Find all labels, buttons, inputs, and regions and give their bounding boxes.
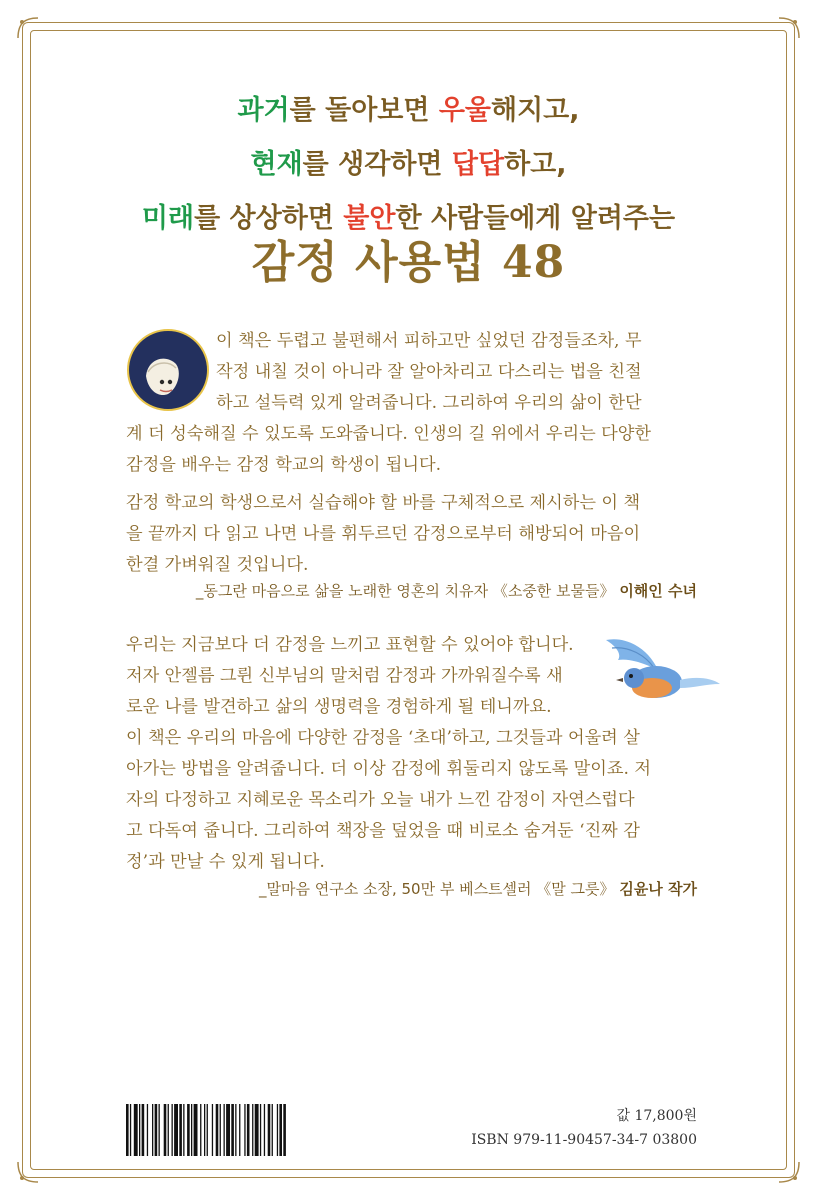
barcode-bar bbox=[200, 1104, 201, 1156]
price: 값 17,800원 bbox=[616, 1108, 697, 1124]
barcode-bar bbox=[139, 1104, 140, 1156]
paragraph-line: 로운 나를 발견하고 삶의 생명력을 경험하게 될 테니까요. bbox=[126, 697, 552, 717]
barcode-bar bbox=[152, 1104, 153, 1156]
paragraph-line: 이 책은 두렵고 불편해서 피하고만 싶었던 감정들조차, 무 bbox=[216, 331, 642, 351]
headline-word-present: 현재 bbox=[250, 149, 303, 180]
barcode-bar bbox=[194, 1104, 198, 1156]
corner-ornament-top-right bbox=[775, 14, 803, 42]
paragraph-1-indented bbox=[216, 326, 694, 419]
barcode-bar bbox=[226, 1104, 230, 1156]
barcode-bar bbox=[164, 1104, 167, 1156]
corner-ornament-bottom-left bbox=[14, 1158, 42, 1186]
barcode-bar bbox=[155, 1104, 158, 1156]
headline bbox=[0, 84, 817, 246]
attribution-text: _말마음 연구소 소장, 50만 부 베스트셀러 《말 그릇》 bbox=[258, 880, 620, 898]
barcode-bar bbox=[235, 1104, 236, 1156]
barcode-bar bbox=[268, 1104, 271, 1156]
attribution-name: 김윤나 작가 bbox=[619, 880, 697, 898]
barcode-bar bbox=[172, 1104, 173, 1156]
barcode-bar bbox=[168, 1104, 169, 1156]
barcode-bar bbox=[272, 1104, 273, 1156]
headline-text: 하고, bbox=[504, 149, 567, 180]
barcode-bar bbox=[130, 1104, 131, 1156]
headline-word-past: 과거 bbox=[237, 95, 290, 126]
paragraph-3-indented bbox=[126, 630, 596, 723]
barcode-bar bbox=[147, 1104, 148, 1156]
barcode-bar bbox=[179, 1104, 182, 1156]
barcode-bar bbox=[134, 1104, 138, 1156]
barcode-bar bbox=[252, 1104, 253, 1156]
barcode-bar bbox=[187, 1104, 190, 1156]
barcode-bar bbox=[183, 1104, 184, 1156]
headline-text: 를 돌아보면 bbox=[289, 95, 439, 126]
barcode bbox=[126, 1104, 426, 1156]
paragraph-line: 정’과 만날 수 있게 됩니다. bbox=[126, 852, 325, 872]
attribution-2 bbox=[259, 878, 697, 899]
paragraph-line: 아가는 방법을 알려줍니다. 더 이상 감정에 휘둘리지 않도록 말이죠. 저 bbox=[126, 759, 651, 779]
headline-text: 를 상상하면 bbox=[194, 203, 344, 234]
isbn: ISBN 979-11-90457-34-7 03800 bbox=[471, 1132, 697, 1148]
attribution-name: 이해인 수녀 bbox=[619, 582, 697, 600]
barcode-bar bbox=[231, 1104, 234, 1156]
barcode-bar bbox=[255, 1104, 259, 1156]
paragraph-line: 계 더 성숙해질 수 있도록 도와줍니다. 인생의 길 위에서 우리는 다양한 bbox=[126, 424, 651, 444]
barcode-bar bbox=[247, 1104, 250, 1156]
barcode-bar bbox=[212, 1104, 213, 1156]
paragraph-line: 한결 가벼워질 것입니다. bbox=[126, 555, 309, 575]
headline-line-1 bbox=[0, 84, 817, 138]
corner-ornament-bottom-right bbox=[775, 1158, 803, 1186]
paragraph-line: 저자 안젤름 그륀 신부님의 말처럼 감정과 가까워질수록 새 bbox=[126, 666, 563, 686]
barcode-bar bbox=[191, 1104, 192, 1156]
barcode-bar bbox=[204, 1104, 205, 1156]
corner-ornament-top-left bbox=[14, 14, 42, 42]
headline-text: 한 사람들에게 알려주는 bbox=[395, 203, 676, 234]
paragraph-line: 작정 내칠 것이 아니라 잘 알아차리고 다스리는 법을 친절 bbox=[216, 362, 642, 382]
bluebird-illustration bbox=[596, 630, 724, 708]
attribution-text: _동그란 마음으로 삶을 노래한 영혼의 치유자 《소중한 보물들》 bbox=[195, 582, 620, 600]
paragraph-line: 감정을 배우는 감정 학교의 학생이 됩니다. bbox=[126, 455, 442, 475]
barcode-bar bbox=[277, 1104, 278, 1156]
barcode-bar bbox=[220, 1104, 221, 1156]
headline-text: 해지고, bbox=[491, 95, 580, 126]
paragraph-line: 감정 학교의 학생으로서 실습해야 할 바를 구체적으로 제시하는 이 책 bbox=[126, 493, 641, 513]
barcode-bar bbox=[279, 1104, 282, 1156]
barcode-bar bbox=[244, 1104, 245, 1156]
paragraph-line: 자의 다정하고 지혜로운 목소리가 오늘 내가 느낀 감정이 자연스럽다 bbox=[126, 790, 635, 810]
barcode-bar bbox=[207, 1104, 208, 1156]
barcode-bar bbox=[283, 1104, 286, 1156]
book-title: 감정 사용법 48 bbox=[251, 237, 566, 288]
paragraph-line: 하고 설득력 있게 알려줍니다. 그리하여 우리의 삶이 한단 bbox=[216, 393, 642, 413]
headline-word-frustration: 답답 bbox=[451, 149, 505, 180]
headline-word-depression: 우울 bbox=[438, 95, 492, 126]
moon-illustration bbox=[126, 328, 210, 412]
barcode-bar bbox=[239, 1104, 240, 1156]
barcode-bar bbox=[224, 1104, 225, 1156]
paragraph-3 bbox=[126, 723, 696, 878]
headline-word-anxiety: 불안 bbox=[343, 203, 396, 234]
paragraph-line: 고 다독여 줍니다. 그리하여 책장을 덮었을 때 비로소 숨겨둔 ‘진짜 감 bbox=[126, 821, 640, 841]
paragraph-line: 이 책은 우리의 마음에 다양한 감정을 ‘초대’하고, 그것들과 어울려 살 bbox=[126, 728, 640, 748]
barcode-bar bbox=[174, 1104, 178, 1156]
paragraph-1 bbox=[126, 419, 696, 481]
barcode-bar bbox=[260, 1104, 261, 1156]
attribution-1 bbox=[196, 580, 697, 601]
paragraph-line: 우리는 지금보다 더 감정을 느끼고 표현할 수 있어야 합니다. bbox=[126, 635, 574, 655]
barcode-bar bbox=[126, 1104, 129, 1156]
headline-word-future: 미래 bbox=[141, 203, 195, 234]
headline-line-2 bbox=[0, 138, 817, 192]
barcode-bar bbox=[264, 1104, 265, 1156]
barcode-bar bbox=[142, 1104, 145, 1156]
price-block bbox=[471, 1104, 697, 1152]
paragraph-line: 을 끝까지 다 읽고 나면 나를 휘두르던 감정으로부터 해방되어 마음이 bbox=[126, 524, 641, 544]
headline-text: 를 생각하면 bbox=[302, 149, 452, 180]
paragraph-2 bbox=[126, 488, 696, 581]
barcode-bar bbox=[159, 1104, 160, 1156]
barcode-bar bbox=[216, 1104, 219, 1156]
